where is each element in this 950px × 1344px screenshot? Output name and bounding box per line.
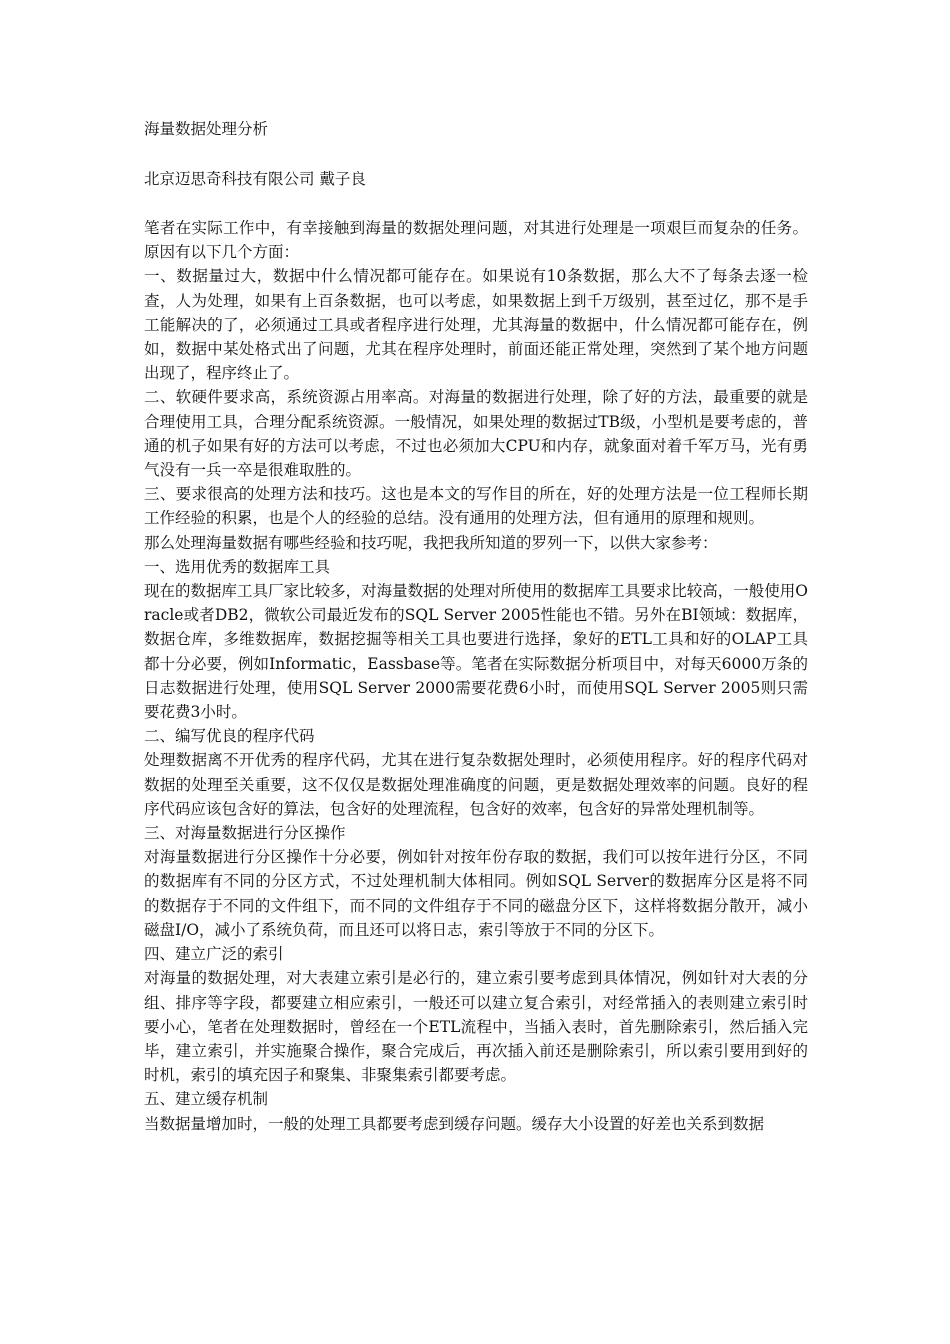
document-author: 北京迈思奇科技有限公司 戴子良 <box>144 170 366 188</box>
paragraph-reason-3: 三、要求很高的处理方法和技巧。这也是本文的写作目的所在，好的处理方法是一位工程师长期工作经验的积累，也是个人的经验的总结。没有通用的处理方法，但有通用的原理和规则。 <box>144 485 808 528</box>
section-heading-2: 二、编写优良的程序代码 <box>144 727 315 746</box>
section-body-4: 对海量的数据处理，对大表建立索引是必行的，建立索引要考虑到具体情况，例如针对大表的分组、排序等字段，都要建立相应索引，一般还可以建立复合索引，对经常插入的表则建立索引时要小心，笔者在处理数据时，曾经在一个ETL流程中，当插入表时，首先删除索引，然后插入完毕，建立索引，并实施聚合操作，聚合完成后，再次插入前还是删除索引，所以索引要用到好的时机，索引的填充因子和聚集、非聚集索引都要考虑。 <box>144 969 808 1085</box>
document-title: 海量数据处理分析 <box>144 120 269 138</box>
section-body-1: 现在的数据库工具厂家比较多，对海量数据的处理对所使用的数据库工具要求比较高，一般使用Oracle或者DB2，微软公司最近发布的SQL Server 2005性能也不错。另外在BI领域：数据库，数据仓库，多维数据库，数据挖掘等相关工具也要进行选择，象好的ETL工具和好的OLAP工具都十分必要，例如Informatic，Eassbase等。笔者在实际数据分析项目中，对每天6000万条的日志数据进行处理，使用SQL Server 2000需要花费6小时，而使用SQL Server 2005则只需要花费3小时。 <box>144 582 808 722</box>
section-body-3: 对海量数据进行分区操作十分必要，例如针对按年份存取的数据，我们可以按年进行分区，不同的数据库有不同的分区方式，不过处理机制大体相同。例如SQL Server的数据库分区是将不同的数据存于不同的文件组下，而不同的文件组存于不同的磁盘分区下，这样将数据分散开，减小磁盘I/O，减小了系统负荷，而且还可以将日志，索引等放于不同的分区下。 <box>144 848 808 939</box>
section-heading-5: 五、建立缓存机制 <box>144 1090 269 1109</box>
paragraph-reason-2: 二、软硬件要求高，系统资源占用率高。对海量的数据进行处理，除了好的方法，最重要的就是合理使用工具，合理分配系统资源。一般情况，如果处理的数据过TB级，小型机是要考虑的，普通的机子如果有好的方法可以考虑，不过也必须加大CPU和内存，就象面对着千军万马，光有勇气没有一兵一卒是很难取胜的。 <box>144 388 808 480</box>
paragraph-reason-1: 一、数据量过大，数据中什么情况都可能存在。如果说有10条数据，那么大不了每条去逐一检查，人为处理，如果有上百条数据，也可以考虑，如果数据上到千万级别，甚至过亿，那不是手工能解决的了，必须通过工具或者程序进行处理，尤其海量的数据中，什么情况都可能存在，例如，数据中某处格式出了问题，尤其在程序处理时，前面还能正常处理，突然到了某个地方问题出现了，程序终止了。 <box>144 267 808 383</box>
section-heading-4: 四、建立广泛的索引 <box>144 945 284 964</box>
paragraph-intro: 笔者在实际工作中，有幸接触到海量的数据处理问题，对其进行处理是一项艰巨而复杂的任务。原因有以下几个方面： <box>144 219 808 262</box>
section-heading-1: 一、选用优秀的数据库工具 <box>144 557 331 576</box>
section-heading-3: 三、对海量数据进行分区操作 <box>144 824 346 843</box>
paragraph-transition: 那么处理海量数据有哪些经验和技巧呢，我把我所知道的罗列一下，以供大家参考： <box>144 533 718 552</box>
section-body-2: 处理数据离不开优秀的程序代码，尤其在进行复杂数据处理时，必须使用程序。好的程序代码对数据的处理至关重要，这不仅仅是数据处理准确度的问题，更是数据处理效率的问题。良好的程序代码应该包含好的算法，包含好的处理流程，包含好的效率，包含好的异常处理机制等。 <box>144 751 808 818</box>
section-body-5: 当数据量增加时，一般的处理工具都要考虑到缓存问题。缓存大小设置的好差也关系到数据 <box>144 1114 765 1133</box>
document-body <box>144 216 808 1136</box>
